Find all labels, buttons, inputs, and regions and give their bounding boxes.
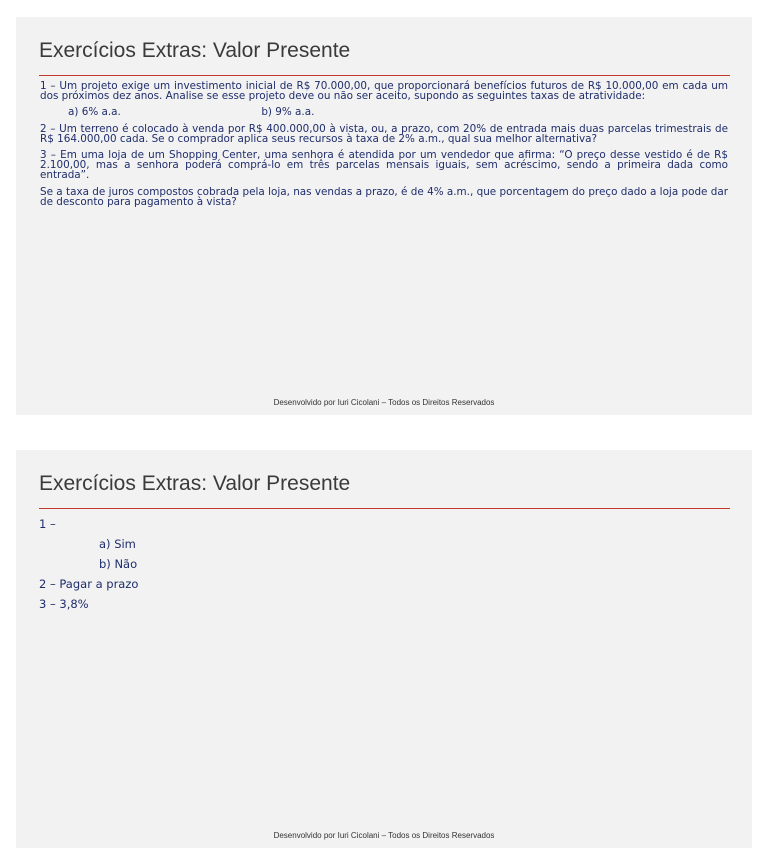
question-1: 1 – Um projeto exige um investimento inicial de R$ 70.000,00, que proporcionará benefícios futuros de R$ 10.000,00 em cada um dos próximos dez anos. Analise se esse projeto deve ou não ser aceito, supondo as seguintes taxas de atratividade:: [40, 80, 728, 103]
slide-answers: [16, 450, 752, 848]
option-b: b) 9% a.a.: [261, 106, 315, 119]
answer-1b: b) Não: [99, 557, 138, 571]
question-3: 3 – Em uma loja de um Shopping Center, uma senhora é atendida por um vendedor que afirma: “O preço desse vestido é de R$ 2.100,00, mas a senhora poderá comprá-lo em três parcelas mensais iguais, sem acréscimo, sendo a primeira dada como entrada”.: [40, 149, 728, 182]
slide-title: Exercícios Extras: Valor Presente: [39, 39, 351, 62]
slide-title: Exercícios Extras: Valor Presente: [39, 472, 351, 495]
option-a: a) 6% a.a.: [68, 106, 121, 119]
slide-footer: Desenvolvido por Iuri Cicolani – Todos os Direitos Reservados: [273, 398, 495, 407]
answer-3: 3 – 3,8%: [39, 597, 89, 611]
answers-list: [39, 514, 138, 614]
title-divider: [39, 508, 730, 509]
answer-2: 2 – Pagar a prazo: [39, 577, 139, 591]
slide-footer: Desenvolvido por Iuri Cicolani – Todos os Direitos Reservados: [273, 831, 495, 840]
answer-1: 1 –: [39, 517, 56, 531]
answer-1a: a) Sim: [99, 537, 136, 551]
slide-content: [40, 81, 728, 213]
question-2: 2 – Um terreno é colocado à venda por R$ 400.000,00 à vista, ou, a prazo, com 20% de entrada mais duas parcelas trimestrais de R$ 164.000,00 cada. Se o comprador aplica seus recursos à taxa de 2% a.m., qual sua melhor alternativa?: [40, 122, 728, 145]
question-3-followup: Se a taxa de juros compostos cobrada pela loja, nas vendas a prazo, é de 4% a.m., que porcentagem do preço dado a loja pode dar de desconto para pagamento à vista?: [40, 185, 728, 208]
title-divider: [39, 75, 730, 76]
question-1-options: [40, 107, 728, 117]
slide-exercises: [16, 17, 752, 415]
